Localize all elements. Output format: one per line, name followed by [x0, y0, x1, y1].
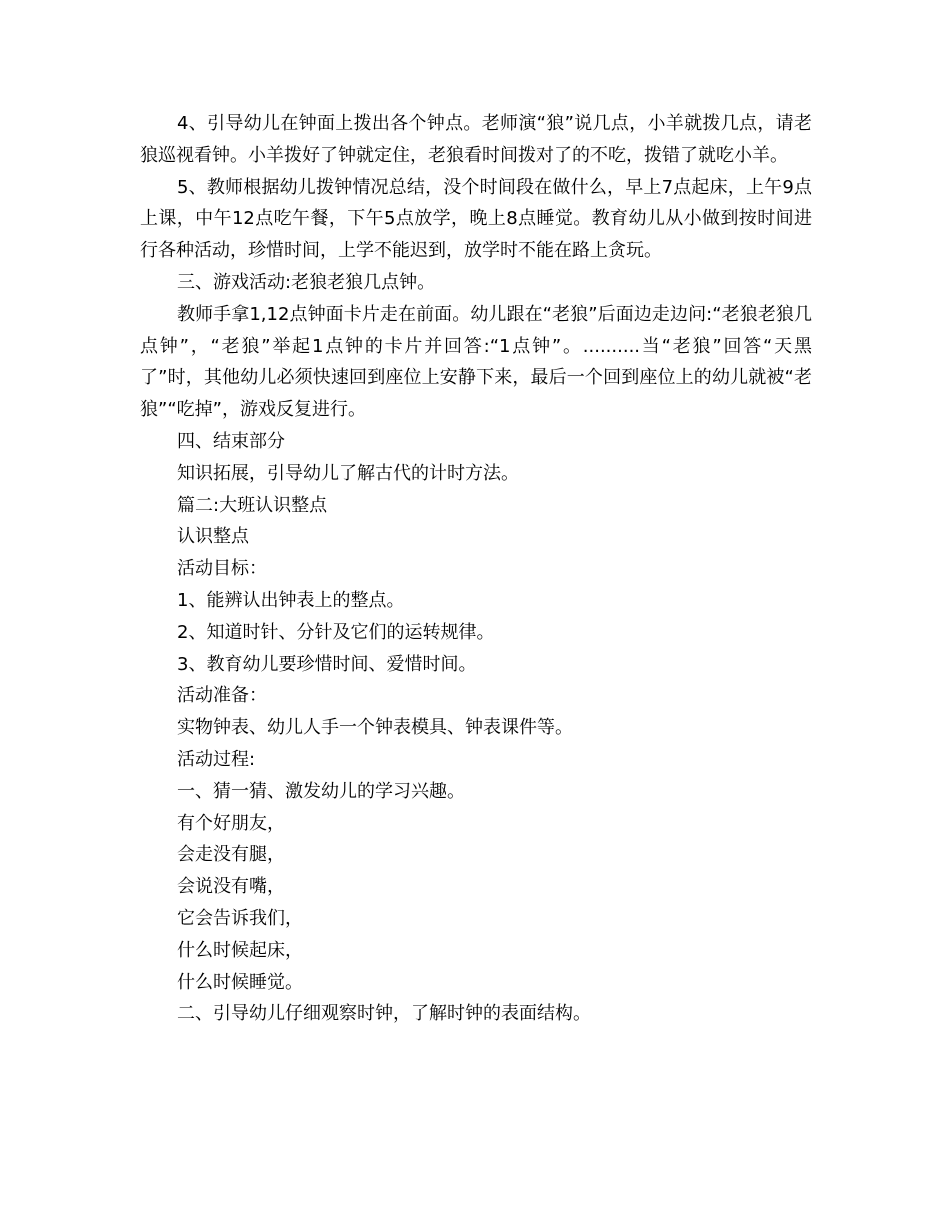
text-line: 知识拓展，引导幼儿了解古代的计时方法。	[177, 462, 519, 484]
riddle-line: 什么时候睡觉。	[177, 971, 303, 993]
chapter-heading: 篇二:大班认识整点	[177, 494, 328, 516]
riddle-line: 它会告诉我们，	[177, 907, 303, 929]
paragraph-step-4: 4、引导幼儿在钟面上拨出各个钟点。老师演“狼”说几点，小羊就拨几点，请老狼巡视看钟。小羊拨好了钟就定住，老狼看时间拨对了的不吃，拨错了就吃小羊。	[140, 113, 812, 166]
text-line: 实物钟表、幼儿人手一个钟表模具、钟表课件等。	[177, 717, 573, 739]
subheading-goals: 活动目标：	[177, 558, 267, 580]
lesson-title: 认识整点	[177, 526, 249, 548]
riddle-line: 会走没有腿，	[177, 844, 285, 866]
paragraph-step-5: 5、教师根据幼儿拨钟情况总结，没个时间段在做什么，早上7点起床，上午9点上课，中午12点吃午餐，下午5点放学，晚上8点睡觉。教育幼儿从小做到按时间进行各种活动，珍惜时间，上学不能迟到，放学时不能在路上贪玩。	[140, 176, 812, 262]
subheading-preparation: 活动准备：	[177, 685, 267, 707]
list-item: 1、能辨认出钟表上的整点。	[177, 589, 405, 611]
section-heading-riddle: 一、猜一猜、激发幼儿的学习兴趣。	[177, 780, 465, 802]
riddle-line: 什么时候起床，	[177, 939, 303, 961]
list-item: 2、知道时针、分针及它们的运转规律。	[177, 621, 495, 643]
document-page	[140, 108, 812, 1030]
riddle-line: 会说没有嘴，	[177, 876, 285, 898]
paragraph-game-rules: 教师手拿1,12点钟面卡片走在前面。幼儿跟在“老狼”后面边走边问:“老狼老狼几点钟”，“老狼”举起1点钟的卡片并回答:“1点钟”。..........当“老狼”回答“天黑了”时，其他幼儿必须快速回到座位上安静下来，最后一个回到座位上的幼儿就被“老狼”“吃掉”，游戏反复进行。	[140, 303, 812, 421]
section-heading-game: 三、游戏活动:老狼老狼几点钟。	[177, 271, 436, 293]
list-item: 3、教育幼儿要珍惜时间、爱惜时间。	[177, 653, 477, 675]
subheading-process: 活动过程:	[177, 748, 256, 770]
section-heading-ending: 四、结束部分	[177, 430, 285, 452]
section-heading-observe: 二、引导幼儿仔细观察时钟，了解时钟的表面结构。	[177, 1003, 591, 1025]
riddle-line: 有个好朋友，	[177, 812, 285, 834]
